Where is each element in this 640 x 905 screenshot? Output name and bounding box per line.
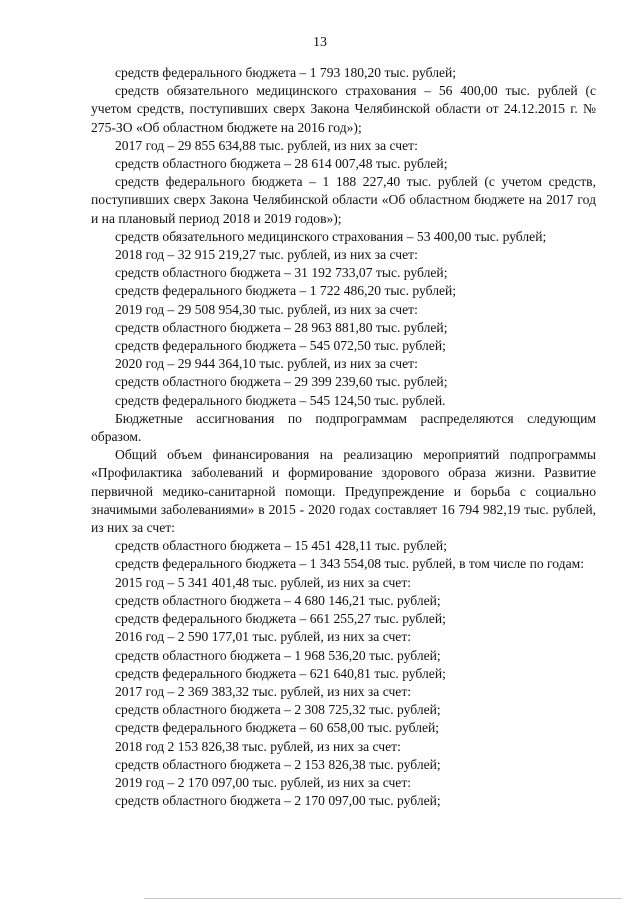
paragraph: средств федерального бюджета – 545 124,50 тыс. рублей. — [115, 392, 446, 408]
paragraph: 2018 год – 32 915 219,27 тыс. рублей, из них за счет: — [115, 247, 418, 263]
paragraph: 2017 год – 29 855 634,88 тыс. рублей, из них за счет: — [115, 137, 418, 153]
paragraph: средств областного бюджета – 2 308 725,32 тыс. рублей; — [115, 702, 441, 718]
paragraph: средств областного бюджета – 2 153 826,38 тыс. рублей; — [115, 756, 441, 772]
paragraph: 2015 год – 5 341 401,48 тыс. рублей, из них за счет: — [115, 574, 412, 590]
paragraph: средств федерального бюджета – 545 072,50 тыс. рублей; — [115, 338, 446, 354]
paragraph: средств федерального бюджета – 1 793 180,20 тыс. рублей; — [115, 65, 457, 80]
scan-edge-line — [144, 898, 622, 899]
paragraph: средств областного бюджета – 4 680 146,21 тыс. рублей; — [115, 592, 441, 608]
paragraph: средств обязательного медицинского страхования – 56 400,00 тыс. рублей (с учетом средств, поступивших сверх Закона Челябинской области от 24.12.2015 г. № 275-ЗО «Об областном бюджете на 2016 год»); — [91, 83, 596, 135]
paragraph: 2020 год – 29 944 364,10 тыс. рублей, из них за счет: — [115, 356, 418, 372]
page-number: 13 — [313, 35, 327, 50]
paragraph: средств областного бюджета – 2 170 097,00 тыс. рублей; — [115, 793, 441, 809]
paragraph: средств федерального бюджета – 661 255,27 тыс. рублей; — [115, 611, 446, 627]
paragraph: средств областного бюджета – 28 614 007,48 тыс. рублей; — [115, 156, 448, 172]
paragraph: средств областного бюджета – 15 451 428,11 тыс. рублей; — [115, 538, 447, 554]
paragraph: 2018 год 2 153 826,38 тыс. рублей, из них за счет: — [115, 738, 401, 754]
paragraph: Бюджетные ассигнования по подпрограммам распределяются следующим образом. — [91, 410, 596, 445]
paragraph: средств федерального бюджета – 1 188 227,40 тыс. рублей (с учетом средств, поступивших сверх Закона Челябинской области «Об областном бюджете на 2017 год и на плановый период 2018 и 2019 годов»); — [91, 174, 596, 226]
paragraph: средств обязательного медицинского страхования – 53 400,00 тыс. рублей; — [115, 228, 547, 244]
paragraph: средств федерального бюджета – 1 722 486,20 тыс. рублей; — [115, 283, 457, 299]
paragraph: средств федерального бюджета – 60 658,00 тыс. рублей; — [115, 720, 440, 736]
document-body — [91, 64, 596, 810]
paragraph: 2019 год – 29 508 954,30 тыс. рублей, из них за счет: — [115, 301, 418, 317]
paragraph: средств федерального бюджета – 621 640,81 тыс. рублей; — [115, 665, 446, 681]
paragraph: 2019 год – 2 170 097,00 тыс. рублей, из них за счет: — [115, 774, 412, 790]
paragraph: 2016 год – 2 590 177,01 тыс. рублей, из них за счет: — [115, 629, 412, 645]
paragraph: средств областного бюджета – 29 399 239,60 тыс. рублей; — [115, 374, 448, 390]
paragraph: средств областного бюджета – 28 963 881,80 тыс. рублей; — [115, 319, 448, 335]
paragraph: средств федерального бюджета – 1 343 554,08 тыс. рублей, в том числе по годам: — [115, 556, 585, 572]
paragraph: Общий объем финансирования на реализацию мероприятий подпрограммы «Профилактика заболеваний и формирование здорового образа жизни. Развитие первичной медико-санитарной помощи. Предупреждение и борьба с социально значимыми заболеваниями» в 2015 - 2020 годах составляет 16 794 982,19 тыс. рублей, из них за счет: — [91, 447, 596, 536]
paragraph: средств областного бюджета – 1 968 536,20 тыс. рублей; — [115, 647, 441, 663]
paragraph: 2017 год – 2 369 383,32 тыс. рублей, из них за счет: — [115, 683, 412, 699]
paragraph: средств областного бюджета – 31 192 733,07 тыс. рублей; — [115, 265, 448, 281]
